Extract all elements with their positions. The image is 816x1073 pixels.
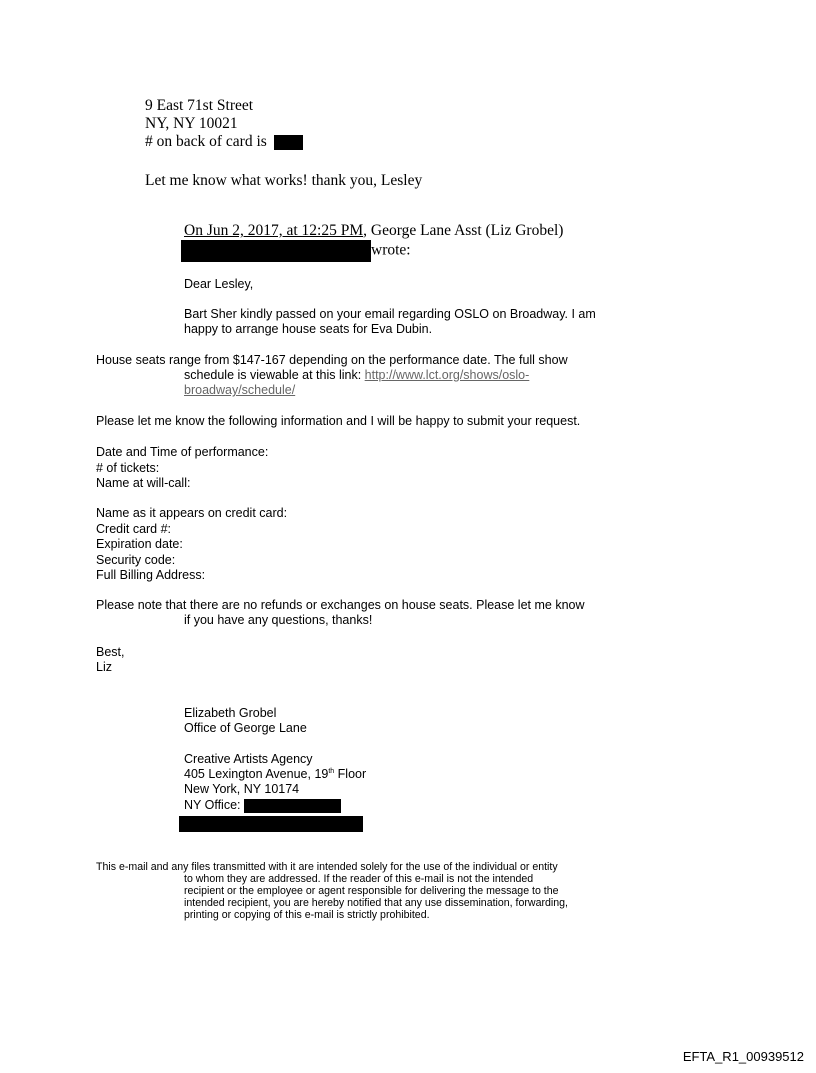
card-number-line [145, 133, 303, 151]
disclaimer-line4: intended recipient, you are hereby notified that any use dissemination, forwarding, [184, 897, 568, 909]
redaction-box [244, 799, 341, 813]
signature-redaction-line [179, 815, 363, 833]
field-label: Date and Time of performance: [96, 445, 269, 459]
note-line1: Please note that there are no refunds or exchanges on house seats. Please let me know [96, 598, 585, 612]
signature-ny-office [184, 798, 341, 814]
field-label: Full Billing Address: [96, 568, 206, 582]
quoted-wrote: wrote: [371, 241, 411, 259]
quoted-sender: , George Lane Asst (Liz Grobel) [363, 222, 564, 239]
address-street: 405 Lexington Avenue, 19 [184, 767, 329, 781]
signoff-name: Liz [96, 660, 112, 674]
address-line-2: NY, NY 10021 [145, 115, 238, 132]
signature-company: Creative Artists Agency [184, 752, 313, 766]
schedule-link[interactable]: http://www.lct.org/shows/oslo- [364, 368, 530, 382]
schedule-link-continued[interactable]: broadway/schedule/ [184, 383, 296, 397]
disclaimer-line5: printing or copying of this e-mail is strictly prohibited. [184, 909, 430, 921]
signature-address [184, 767, 366, 783]
ny-office-label: NY Office: [184, 798, 244, 812]
request-instructions: Please let me know the following information and I will be happy to submit your request. [96, 414, 581, 428]
disclaimer-line1: This e-mail and any files transmitted with it are intended solely for the use of the individual or entity [96, 861, 558, 873]
redaction-box [181, 240, 371, 262]
field-label: Name at will-call: [96, 476, 191, 490]
field-label: Expiration date: [96, 537, 183, 551]
para1-line1: Bart Sher kindly passed on your email regarding OSLO on Broadway. I am [184, 307, 596, 321]
address-line-1: 9 East 71st Street [145, 97, 254, 114]
address-superscript: th [328, 767, 335, 775]
field-label: Security code: [96, 552, 176, 567]
field-label: Credit card #: [96, 521, 172, 536]
para2-line1: House seats range from $147-167 depending on the performance date. The full show [96, 353, 568, 367]
para1-line2: happy to arrange house seats for Eva Dubin. [184, 322, 433, 336]
disclaimer-line3: recipient or the employee or agent responsible for delivering the message to the [184, 885, 559, 897]
signoff: Best, [96, 645, 125, 659]
signature-city: New York, NY 10174 [184, 782, 300, 796]
bates-number: EFTA_R1_00939512 [682, 1049, 804, 1064]
para2-line2 [184, 368, 529, 384]
note-line2: if you have any questions, thanks! [184, 613, 373, 627]
quoted-header-line [184, 222, 563, 240]
signature-office: Office of George Lane [184, 721, 307, 735]
para2-line3 [184, 383, 295, 399]
field-group-1 [96, 445, 268, 492]
field-label: Name as it appears on credit card: [96, 506, 288, 520]
field-group-2 [96, 506, 287, 584]
redaction-box [274, 135, 303, 150]
field-label: # of tickets: [96, 460, 160, 475]
address-floor: Floor [334, 767, 367, 781]
quoted-date: On Jun 2, 2017, at 12:25 PM [184, 222, 364, 239]
signature-name: Elizabeth Grobel [184, 706, 277, 720]
greeting: Dear Lesley, [184, 277, 254, 291]
closing-line: Let me know what works! thank you, Lesley [145, 172, 423, 189]
quoted-wrote-line [181, 240, 411, 262]
para2-text: schedule is viewable at this link: [184, 368, 365, 382]
redaction-box [179, 816, 363, 832]
disclaimer-line2: to whom they are addressed. If the reader of this e-mail is not the intended [184, 873, 534, 885]
card-number-label: # on back of card is [145, 133, 267, 150]
